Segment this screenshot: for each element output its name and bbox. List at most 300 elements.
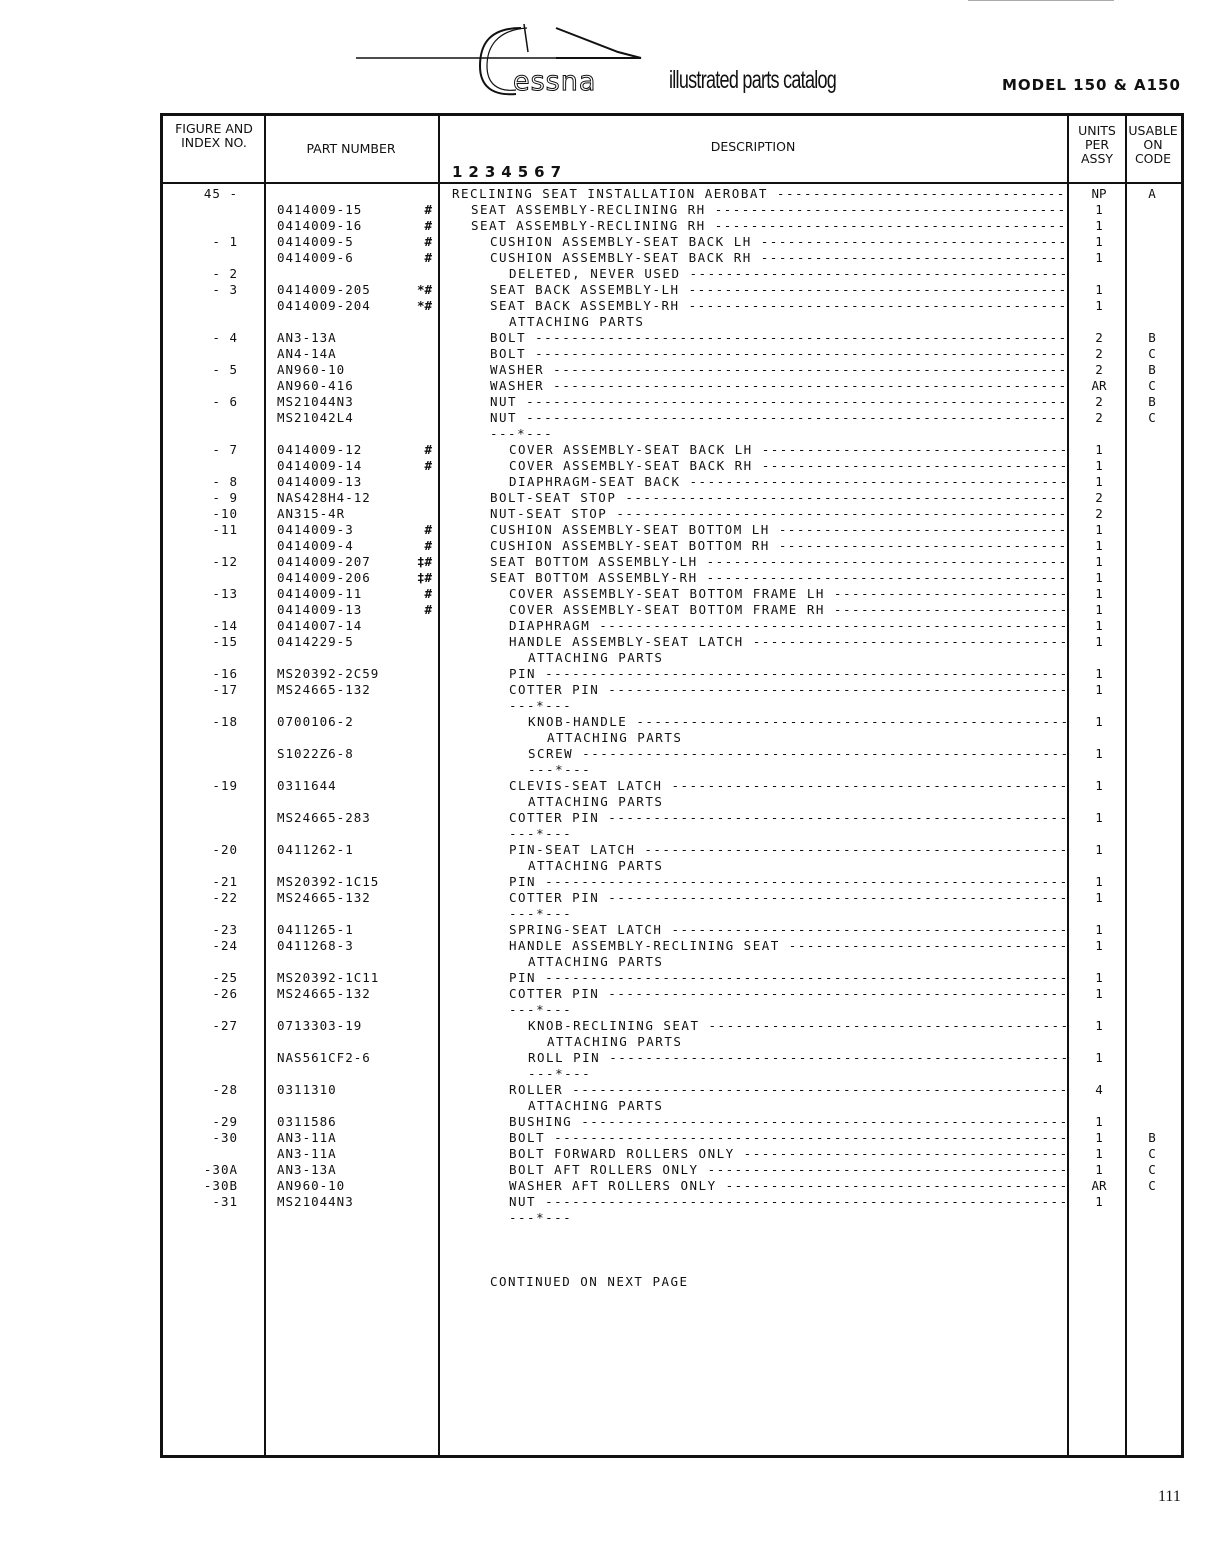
units-per-assy: 1 <box>1095 746 1103 761</box>
part-description: WASHER ----- <box>490 378 1066 394</box>
figure-index: -21 <box>212 874 238 889</box>
table-row <box>0 810 1212 826</box>
units-per-assy: 1 <box>1095 218 1103 233</box>
table-row <box>0 346 1212 362</box>
part-description: CUSHION ASSEMBLY-SEAT BACK LH ----- <box>490 234 1066 250</box>
part-number: 0414009-14 <box>277 458 363 473</box>
part-flag: # <box>424 586 432 601</box>
part-description: ATTACHING PARTS <box>547 1034 683 1049</box>
figure-index: -13 <box>212 586 238 601</box>
part-description: ATTACHING PARTS <box>547 730 683 745</box>
part-number: AN960-10 <box>277 362 346 377</box>
part-description: ATTACHING PARTS <box>528 650 664 665</box>
part-description: ROLL PIN ----- <box>528 1050 1066 1066</box>
units-per-assy: 2 <box>1095 490 1103 505</box>
part-description: SEAT ASSEMBLY-RECLINING RH ----- <box>471 218 1066 234</box>
part-number: AN3-13A <box>277 1162 337 1177</box>
table-row <box>0 1050 1212 1066</box>
units-per-assy: 1 <box>1095 250 1103 265</box>
units-per-assy: 1 <box>1095 634 1103 649</box>
part-description: COTTER PIN ----- <box>509 810 1066 826</box>
figure-index: -11 <box>212 522 238 537</box>
part-description: DIAPHRAGM-SEAT BACK ----- <box>509 474 1066 490</box>
table-row <box>0 426 1212 442</box>
figure-index: -22 <box>212 890 238 905</box>
units-per-assy: 1 <box>1095 282 1103 297</box>
units-per-assy: 1 <box>1095 810 1103 825</box>
units-per-assy: 1 <box>1095 1018 1103 1033</box>
figure-index: -24 <box>212 938 238 953</box>
part-description: SEAT ASSEMBLY-RECLINING RH ----- <box>471 202 1066 218</box>
table-row <box>0 1178 1212 1194</box>
units-per-assy: 1 <box>1095 922 1103 937</box>
part-description: PIN ----- <box>509 874 1066 890</box>
part-description: ---*--- <box>490 426 554 441</box>
catalog-title: illustrated parts catalog <box>669 66 837 94</box>
part-description: ATTACHING PARTS <box>528 1098 664 1113</box>
part-number: 0713303-19 <box>277 1018 363 1033</box>
part-description: NUT-SEAT STOP ----- <box>490 506 1066 522</box>
part-number: MS24665-132 <box>277 682 371 697</box>
table-row <box>0 842 1212 858</box>
part-description: SEAT BOTTOM ASSEMBLY-LH ----- <box>490 554 1066 570</box>
table-row <box>0 778 1212 794</box>
usable-code: C <box>1148 1146 1156 1161</box>
usable-code: B <box>1148 394 1156 409</box>
part-description: ---*--- <box>509 906 573 921</box>
table-row <box>0 746 1212 762</box>
units-per-assy: 1 <box>1095 890 1103 905</box>
part-number: 0311310 <box>277 1082 337 1097</box>
table-row <box>0 1226 1212 1242</box>
part-number: MS21044N3 <box>277 1194 354 1209</box>
page-number: 111 <box>1158 1488 1181 1505</box>
table-row <box>0 1146 1212 1162</box>
table-row <box>0 410 1212 426</box>
units-per-assy: 1 <box>1095 682 1103 697</box>
units-per-assy: 1 <box>1095 570 1103 585</box>
table-row <box>0 1018 1212 1034</box>
usable-code: C <box>1148 346 1156 361</box>
units-per-assy: 1 <box>1095 714 1103 729</box>
part-description: SEAT BOTTOM ASSEMBLY-RH ----- <box>490 570 1066 586</box>
part-number: MS21042L4 <box>277 410 354 425</box>
part-number: 0414009-11 <box>277 586 363 601</box>
table-row <box>0 858 1212 874</box>
units-per-assy: 1 <box>1095 298 1103 313</box>
table-row <box>0 586 1212 602</box>
table-row <box>0 890 1212 906</box>
header-divider <box>160 182 1184 184</box>
figure-index: - 2 <box>212 266 238 281</box>
figure-index: -29 <box>212 1114 238 1129</box>
table-row <box>0 602 1212 618</box>
table-row <box>0 986 1212 1002</box>
part-flag: # <box>424 458 432 473</box>
part-number: 0414009-16 <box>277 218 363 233</box>
top-edge-line <box>968 0 1114 1</box>
units-per-assy: 2 <box>1095 346 1103 361</box>
part-flag: # <box>424 538 432 553</box>
table-row <box>0 762 1212 778</box>
figure-index: -27 <box>212 1018 238 1033</box>
part-description: CUSHION ASSEMBLY-SEAT BOTTOM LH ----- <box>490 522 1066 538</box>
model-title: MODEL 150 & A150 <box>1002 76 1181 94</box>
part-number: AN960-10 <box>277 1178 346 1193</box>
figure-index: -10 <box>212 506 238 521</box>
part-flag: # <box>424 250 432 265</box>
units-per-assy: 2 <box>1095 362 1103 377</box>
figure-index: -14 <box>212 618 238 633</box>
part-description: BUSHING ----- <box>509 1114 1066 1130</box>
part-description: SPRING-SEAT LATCH ----- <box>509 922 1066 938</box>
table-row <box>0 314 1212 330</box>
svg-text:essna: essna <box>513 66 597 97</box>
part-description: ATTACHING PARTS <box>528 794 664 809</box>
units-per-assy: 1 <box>1095 554 1103 569</box>
part-number: AN3-11A <box>277 1146 337 1161</box>
figure-index: -18 <box>212 714 238 729</box>
table-row <box>0 794 1212 810</box>
figure-index: -25 <box>212 970 238 985</box>
part-number: AN3-11A <box>277 1130 337 1145</box>
part-description: NUT ----- <box>509 1194 1066 1210</box>
part-description: ATTACHING PARTS <box>509 314 645 329</box>
units-per-assy: 4 <box>1095 1082 1103 1097</box>
table-row <box>0 554 1212 570</box>
figure-index: - 8 <box>212 474 238 489</box>
table-row <box>0 490 1212 506</box>
figure-index: - 1 <box>212 234 238 249</box>
units-per-assy: 2 <box>1095 506 1103 521</box>
table-row <box>0 666 1212 682</box>
table-row <box>0 538 1212 554</box>
header-units-per-assy: UNITS PER ASSY <box>1078 123 1116 166</box>
part-number: 0414229-5 <box>277 634 354 649</box>
units-per-assy: 1 <box>1095 1162 1103 1177</box>
units-per-assy: 1 <box>1095 666 1103 681</box>
usable-code: B <box>1148 1130 1156 1145</box>
table-row <box>0 330 1212 346</box>
part-description: ---*--- <box>509 1002 573 1017</box>
part-description: ---*--- <box>528 762 592 777</box>
header-usable-on-code: USABLE ON CODE <box>1128 123 1178 166</box>
usable-code: C <box>1148 378 1156 393</box>
indent-level-digits: 1234567 <box>452 163 568 181</box>
part-number: MS20392-2C59 <box>277 666 380 681</box>
parts-list <box>0 186 1212 1290</box>
figure-index: -16 <box>212 666 238 681</box>
part-description: DIAPHRAGM ----- <box>509 618 1066 634</box>
units-per-assy: 1 <box>1095 842 1103 857</box>
part-number: 0414009-205 <box>277 282 371 297</box>
units-per-assy: 1 <box>1095 874 1103 889</box>
part-description: CUSHION ASSEMBLY-SEAT BOTTOM RH ----- <box>490 538 1066 554</box>
header-part-number: PART NUMBER <box>306 141 396 156</box>
part-number: 0700106-2 <box>277 714 354 729</box>
part-description: WASHER ----- <box>490 362 1066 378</box>
units-per-assy: 1 <box>1095 1130 1103 1145</box>
part-description: HANDLE ASSEMBLY-RECLINING SEAT ----- <box>509 938 1066 954</box>
cessna-logo <box>356 22 656 102</box>
part-number: 0414009-15 <box>277 202 363 217</box>
part-number: 0414009-3 <box>277 522 354 537</box>
table-row <box>0 1002 1212 1018</box>
part-number: 0311586 <box>277 1114 337 1129</box>
part-description: BOLT ----- <box>509 1130 1066 1146</box>
figure-index: -17 <box>212 682 238 697</box>
part-description: BOLT ----- <box>490 346 1066 362</box>
table-row <box>0 874 1212 890</box>
part-flag: ‡# <box>416 570 432 585</box>
usable-code: C <box>1148 1178 1156 1193</box>
part-description: BOLT FORWARD ROLLERS ONLY ----- <box>509 1146 1066 1162</box>
units-per-assy: 1 <box>1095 474 1103 489</box>
part-description: PIN-SEAT LATCH ----- <box>509 842 1066 858</box>
table-row <box>0 394 1212 410</box>
units-per-assy: 1 <box>1095 1194 1103 1209</box>
units-per-assy: 2 <box>1095 410 1103 425</box>
figure-index: -28 <box>212 1082 238 1097</box>
table-row <box>0 938 1212 954</box>
units-per-assy: 1 <box>1095 1050 1103 1065</box>
table-row <box>0 186 1212 202</box>
part-description: COVER ASSEMBLY-SEAT BACK RH ----- <box>509 458 1066 474</box>
table-row <box>0 1082 1212 1098</box>
table-row <box>0 298 1212 314</box>
units-per-assy: 1 <box>1095 1146 1103 1161</box>
table-row <box>0 954 1212 970</box>
units-per-assy: 1 <box>1095 234 1103 249</box>
table-row <box>0 826 1212 842</box>
part-number: 0414009-4 <box>277 538 354 553</box>
figure-index: -30B <box>203 1178 238 1193</box>
part-number: MS24665-132 <box>277 986 371 1001</box>
part-number: MS20392-1C11 <box>277 970 380 985</box>
figure-index: - 5 <box>212 362 238 377</box>
table-row <box>0 650 1212 666</box>
figure-index: -23 <box>212 922 238 937</box>
part-number: 0414009-13 <box>277 474 363 489</box>
part-description: BOLT AFT ROLLERS ONLY ----- <box>509 1162 1066 1178</box>
units-per-assy: 1 <box>1095 538 1103 553</box>
part-number: 0414009-5 <box>277 234 354 249</box>
units-per-assy: 1 <box>1095 442 1103 457</box>
part-description: COTTER PIN ----- <box>509 890 1066 906</box>
units-per-assy: AR <box>1091 1178 1107 1193</box>
table-row <box>0 1194 1212 1210</box>
part-flag: # <box>424 602 432 617</box>
part-number: 0414009-206 <box>277 570 371 585</box>
usable-code: C <box>1148 1162 1156 1177</box>
part-number: 0414009-204 <box>277 298 371 313</box>
units-per-assy: 1 <box>1095 970 1103 985</box>
part-description: NUT ----- <box>490 394 1066 410</box>
part-description: ATTACHING PARTS <box>528 858 664 873</box>
figure-index: -15 <box>212 634 238 649</box>
table-row <box>0 698 1212 714</box>
table-row <box>0 714 1212 730</box>
part-description: SCREW ----- <box>528 746 1066 762</box>
table-row <box>0 250 1212 266</box>
figure-index: -30 <box>212 1130 238 1145</box>
units-per-assy: 2 <box>1095 394 1103 409</box>
figure-index: - 3 <box>212 282 238 297</box>
figure-index: - 7 <box>212 442 238 457</box>
table-row <box>0 1098 1212 1114</box>
part-description: ---*--- <box>509 826 573 841</box>
part-description: KNOB-HANDLE ----- <box>528 714 1066 730</box>
table-row <box>0 1114 1212 1130</box>
part-description: ROLLER ----- <box>509 1082 1066 1098</box>
units-per-assy: 1 <box>1095 202 1103 217</box>
table-row <box>0 570 1212 586</box>
figure-index: - 9 <box>212 490 238 505</box>
part-description: ---*--- <box>509 1210 573 1225</box>
part-number: 0414009-6 <box>277 250 354 265</box>
table-row <box>0 474 1212 490</box>
units-per-assy: 1 <box>1095 618 1103 633</box>
table-row <box>0 970 1212 986</box>
units-per-assy: 1 <box>1095 586 1103 601</box>
part-number: 0414009-207 <box>277 554 371 569</box>
table-row <box>0 362 1212 378</box>
part-number: MS20392-1C15 <box>277 874 380 889</box>
part-number: 0311644 <box>277 778 337 793</box>
part-description: SEAT BACK ASSEMBLY-RH ----- <box>490 298 1066 314</box>
table-row <box>0 522 1212 538</box>
part-description: COVER ASSEMBLY-SEAT BACK LH ----- <box>509 442 1066 458</box>
table-row <box>0 378 1212 394</box>
part-number: MS24665-283 <box>277 810 371 825</box>
table-row <box>0 634 1212 650</box>
figure-index: -30A <box>203 1162 238 1177</box>
part-flag: # <box>424 202 432 217</box>
figure-index: 45 - <box>203 186 238 201</box>
part-description: COVER ASSEMBLY-SEAT BOTTOM FRAME RH ----- <box>509 602 1066 618</box>
units-per-assy: 1 <box>1095 938 1103 953</box>
part-description: CONTINUED ON NEXT PAGE <box>490 1274 689 1289</box>
table-row <box>0 1034 1212 1050</box>
header-figure-index: FIGURE AND INDEX NO. <box>175 121 253 150</box>
figure-index: -20 <box>212 842 238 857</box>
part-number: 0411265-1 <box>277 922 354 937</box>
part-number: AN3-13A <box>277 330 337 345</box>
table-row <box>0 682 1212 698</box>
part-number: 0414009-13 <box>277 602 363 617</box>
units-per-assy: 1 <box>1095 1114 1103 1129</box>
part-description: WASHER AFT ROLLERS ONLY ----- <box>509 1178 1066 1194</box>
figure-index: - 6 <box>212 394 238 409</box>
usable-code: C <box>1148 410 1156 425</box>
units-per-assy: 2 <box>1095 330 1103 345</box>
part-number: 0414007-14 <box>277 618 363 633</box>
part-number: 0411262-1 <box>277 842 354 857</box>
part-description: COVER ASSEMBLY-SEAT BOTTOM FRAME LH ----- <box>509 586 1066 602</box>
figure-index: -26 <box>212 986 238 1001</box>
part-number: S1022Z6-8 <box>277 746 354 761</box>
table-row <box>0 906 1212 922</box>
figure-index: -31 <box>212 1194 238 1209</box>
table-row <box>0 266 1212 282</box>
table-row <box>0 618 1212 634</box>
part-description: ---*--- <box>509 698 573 713</box>
units-per-assy: 1 <box>1095 778 1103 793</box>
part-description: SEAT BACK ASSEMBLY-LH ----- <box>490 282 1066 298</box>
part-description: HANDLE ASSEMBLY-SEAT LATCH ----- <box>509 634 1066 650</box>
part-number: NAS428H4-12 <box>277 490 371 505</box>
part-description: DELETED, NEVER USED ----- <box>509 266 1066 282</box>
part-description: NUT ----- <box>490 410 1066 426</box>
table-row <box>0 1162 1212 1178</box>
table-row <box>0 922 1212 938</box>
part-flag: # <box>424 218 432 233</box>
part-description: BOLT ----- <box>490 330 1066 346</box>
part-description: PIN ----- <box>509 970 1066 986</box>
table-row <box>0 234 1212 250</box>
part-number: 0411268-3 <box>277 938 354 953</box>
table-row <box>0 506 1212 522</box>
part-description: COTTER PIN ----- <box>509 986 1066 1002</box>
figure-index: -12 <box>212 554 238 569</box>
part-flag: # <box>424 522 432 537</box>
table-row <box>0 1274 1212 1290</box>
usable-code: A <box>1148 186 1156 201</box>
usable-code: B <box>1148 330 1156 345</box>
part-description: CUSHION ASSEMBLY-SEAT BACK RH ----- <box>490 250 1066 266</box>
figure-index: - 4 <box>212 330 238 345</box>
part-number: MS24665-132 <box>277 890 371 905</box>
table-row <box>0 730 1212 746</box>
table-row <box>0 218 1212 234</box>
table-row <box>0 458 1212 474</box>
part-description: CLEVIS-SEAT LATCH ----- <box>509 778 1066 794</box>
part-flag: *# <box>416 298 432 313</box>
table-row <box>0 202 1212 218</box>
part-number: AN4-14A <box>277 346 337 361</box>
part-description: ATTACHING PARTS <box>528 954 664 969</box>
part-number: AN960-416 <box>277 378 354 393</box>
table-row <box>0 1242 1212 1258</box>
part-description: PIN ----- <box>509 666 1066 682</box>
units-per-assy: 1 <box>1095 602 1103 617</box>
part-number: 0414009-12 <box>277 442 363 457</box>
part-number: MS21044N3 <box>277 394 354 409</box>
part-number: NAS561CF2-6 <box>277 1050 371 1065</box>
usable-code: B <box>1148 362 1156 377</box>
table-row <box>0 1210 1212 1226</box>
table-row <box>0 1258 1212 1274</box>
part-description: ---*--- <box>528 1066 592 1081</box>
part-flag: # <box>424 442 432 457</box>
part-description: RECLINING SEAT INSTALLATION AEROBAT ----- <box>452 186 1066 202</box>
part-number: AN315-4R <box>277 506 346 521</box>
units-per-assy: 1 <box>1095 522 1103 537</box>
units-per-assy: 1 <box>1095 986 1103 1001</box>
part-description: BOLT-SEAT STOP ----- <box>490 490 1066 506</box>
part-flag: ‡# <box>416 554 432 569</box>
figure-index: -19 <box>212 778 238 793</box>
table-row <box>0 1130 1212 1146</box>
part-description: KNOB-RECLINING SEAT ----- <box>528 1018 1066 1034</box>
part-flag: # <box>424 234 432 249</box>
part-description: COTTER PIN ----- <box>509 682 1066 698</box>
units-per-assy: 1 <box>1095 458 1103 473</box>
table-row <box>0 442 1212 458</box>
units-per-assy: NP <box>1091 186 1107 201</box>
header-description: DESCRIPTION <box>710 139 796 154</box>
part-flag: *# <box>416 282 432 297</box>
